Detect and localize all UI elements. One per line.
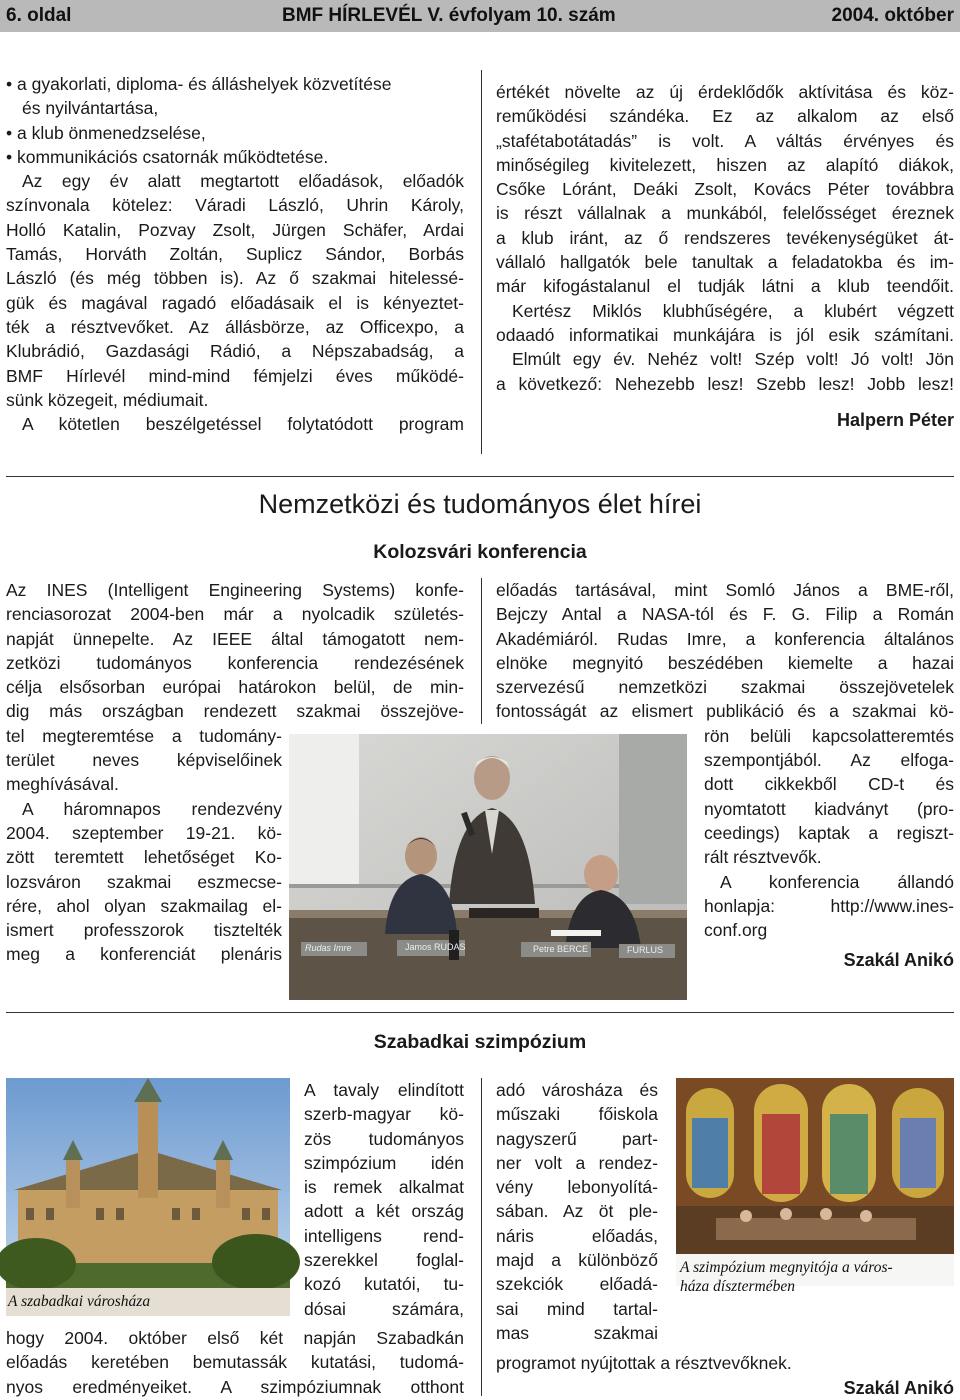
text-line: előadás keretében bemutassák kutatási, tudomá- <box>6 1352 464 1373</box>
text-line: zetközi tudományos konferencia rendezésének <box>6 652 464 673</box>
text-line: Bejczy Antal a NASA-tól és F. G. Filip a Román <box>496 604 954 625</box>
text-line: dósai számára, <box>304 1298 464 1319</box>
text-line: elnöke megnyitó beszédében kiemelte a hazai <box>496 652 954 673</box>
text-line: előadás tartásával, mint Somló János a BME-ről, <box>496 580 954 600</box>
column-divider <box>481 1078 482 1396</box>
text-line: adó városháza és <box>496 1080 658 1100</box>
text-line: értékét növelte az új érdeklődők aktívitása és köz- <box>496 82 954 102</box>
text-line: már kifogástalanul el tudják látni a klub teendőit. <box>496 276 954 297</box>
text-line: renciasorozat 2004-ben már a nyolcadik születés- <box>6 604 464 625</box>
section-title: Nemzetközi és tudományos élet hírei <box>258 489 702 519</box>
conference-photo <box>289 734 687 1000</box>
text-line: A konferencia állandó <box>720 871 954 892</box>
text-line: odaadó informatikai munkájára is jól esik számítani. <box>496 324 954 345</box>
text-line: műszaki főiskola <box>496 1104 658 1125</box>
text-line: ismert professzorok tisztelték <box>6 920 282 941</box>
text-line: sai mind tartal- <box>496 1298 658 1319</box>
szabadka-last-line <box>496 1351 954 1375</box>
text-line: rált résztvevők. <box>704 847 822 868</box>
text-line: Csőke Lóránt, Deáki Zsolt, Kovács Péter továbbra <box>496 179 954 200</box>
bullet-line: és nyilvántartása, <box>22 98 159 119</box>
top-left-column <box>6 72 464 436</box>
text-line: adott a két ország <box>304 1201 464 1222</box>
text-line: a következő: Nehezebb lesz! Szebb lesz! Jobb lesz! <box>496 373 954 394</box>
text-line: meghívásával. <box>6 774 119 795</box>
text-line: is remek alkalmat <box>304 1177 464 1198</box>
text-line: Az INES (Intelligent Engineering Systems) konfe- <box>6 580 464 600</box>
issue-date: 2004. október <box>831 5 954 26</box>
text-line: vállaló hallgatók bele tanultak a feladatokba és im- <box>496 252 954 273</box>
text-line: Kertész Miklós klubhűségére, a klubért végzett <box>512 300 954 321</box>
text-line: nyos eredményeiket. A szimpóziumnak otthont <box>6 1376 464 1397</box>
photo-caption: A szabadkai városháza <box>8 1293 151 1310</box>
nameplate-label: Petre BERCE <box>533 944 589 954</box>
text-line: A háromnapos rendezvény <box>22 798 282 819</box>
szabadka-middle-column <box>304 1078 464 1321</box>
text-line: Holló Katalin, Pozvay Zsolt, Jürgen Schäfer, Ardai <box>6 219 464 240</box>
text-line: „stafétabotátadás” is volt. A váltás érvényes és <box>496 130 954 151</box>
text-line: fontosságát az elismert publikáció és a szakmai kö- <box>496 701 954 722</box>
text-line: dig más országban rendezett szakmai összejöve- <box>6 701 464 722</box>
bullet-line: • a gyakorlati, diploma- és álláshelyek közvetítése <box>6 74 392 94</box>
article-title-kolozsvar: Kolozsvári konferencia <box>373 541 587 563</box>
text-line: Akadémiáról. Rudas Imre, a konferencia általános <box>496 628 954 649</box>
text-line: ceedings) kaptak a regiszt- <box>704 822 954 843</box>
text-line: A kötetlen beszélgetéssel folytatódott program <box>22 414 464 435</box>
text-line: hogy 2004. október első két napján Szabadkán <box>6 1328 464 1348</box>
text-line: vény lebonyolítá- <box>496 1177 658 1198</box>
text-line: ték a résztvevőket. Az állásbörze, az Officexpo, a <box>6 316 464 337</box>
text-line: meg a konferenciát plenáris <box>6 944 282 965</box>
text-line: célja elsősorban európai határokon belül, de min- <box>6 677 464 698</box>
text-line: Klubrádió, Gazdasági Rádió, a Népszabadság, a <box>6 341 464 362</box>
text-line: zös tudományos <box>304 1128 464 1149</box>
text-line: szerekkel foglal- <box>304 1250 464 1271</box>
column-divider <box>481 70 482 454</box>
text-line: szimpózium idén <box>304 1152 464 1173</box>
text-line: intelligens rend- <box>304 1225 464 1246</box>
bullet-item: • a klub önmenedzselése, <box>6 122 206 143</box>
page-number: 6. oldal <box>6 5 72 26</box>
author-signature: Halpern Péter <box>836 409 954 430</box>
text-line: conf.org <box>704 920 768 941</box>
text-line: zött teremtett lehetőséget Ko- <box>6 847 282 868</box>
nameplate-label: Rudas Imre <box>305 943 352 953</box>
text-line: ner volt a rendez- <box>496 1152 658 1173</box>
nameplate-label: FURLUS <box>627 945 664 955</box>
text-line: reműködési szándéka. Ez az alkalom az első <box>496 106 954 127</box>
newsletter-title: BMF HÍRLEVÉL V. évfolyam 10. szám <box>282 5 616 26</box>
page-header <box>0 0 960 32</box>
bullet-item <box>6 72 464 121</box>
text-line: sünk közegeit, médiumait. <box>6 389 209 410</box>
town-hall-photo <box>6 1078 290 1316</box>
text-line: a klub iránt, az ő rendszeres tevékenységüket át- <box>496 227 954 248</box>
text-line: minőségileg kivitelezett, hiszen az alapító diákok, <box>496 154 954 175</box>
article-title-szabadka: Szabadkai szimpózium <box>373 1031 587 1053</box>
text-line: László (és még többen is). Az ő szakmai hitelessé- <box>6 268 464 289</box>
ceremonial-hall-photo <box>676 1078 954 1295</box>
conference-photo-drawing <box>289 734 687 1000</box>
text-line: Tamás, Horváth Zoltán, Suplicz Sándor, Borbás <box>6 244 464 265</box>
text-line: tel megteremtése a tudomány- <box>6 725 282 746</box>
author-signature: Szakál Anikó <box>843 950 954 971</box>
text-line: náris előadás, <box>496 1225 658 1246</box>
text-line: rön belüli kapcsolatteremtés <box>704 725 954 746</box>
text-line: szervezésű nemzetközi szakmai összejövetelek <box>496 677 954 698</box>
town-hall-drawing <box>6 1078 290 1316</box>
text-line: színvonala kötelez: Váradi László, Uhrin Károly, <box>6 195 464 216</box>
ceremonial-hall-drawing <box>676 1078 954 1286</box>
text-line: lozsváron szakmai eszmecse- <box>6 871 282 892</box>
text-line: kozó kutatói, tu- <box>304 1274 464 1295</box>
text-line: 2004. szeptember 19-21. kö- <box>6 822 282 843</box>
text-line: A tavaly elindított <box>304 1080 464 1100</box>
text-line: gük és magával ragadó előadásaik el is kényeztet- <box>6 292 464 313</box>
text-line: napját ünnepelte. Az IEEE által támogatott nem- <box>6 628 464 649</box>
text-line: nagyszerű part- <box>496 1128 658 1149</box>
text-line: szekciók előadá- <box>496 1274 658 1295</box>
column-divider <box>481 578 482 724</box>
text-line: BMF Hírlevél mind-mind fémjelzi éves működé- <box>6 365 464 386</box>
photo-caption: A szimpózium megnyitója a város- <box>680 1259 893 1276</box>
text-line: nyomtatott kiadványt (pro- <box>704 798 954 819</box>
text-line: programot nyújtottak a résztvevőknek. <box>496 1353 792 1373</box>
text-line: terület neves képviselőinek <box>6 750 282 771</box>
text-line: szerb-magyar kö- <box>304 1104 464 1125</box>
text-line: rére, ahol olyan szakmailag el- <box>6 895 282 916</box>
text-line: szempontjából. Az elfoga- <box>704 750 954 771</box>
text-line: majd a különböző <box>496 1250 658 1271</box>
text-line: Az egy év alatt megtartott előadások, előadók <box>22 171 464 192</box>
text-line: mas szakmai <box>496 1322 658 1343</box>
szabadka-signature-wrap <box>496 1376 954 1400</box>
text-line: is részt vállalnak a munkából, felelősséget éreznek <box>496 203 954 224</box>
szabadka-bottom-text <box>6 1326 464 1399</box>
nameplate-label: Jamos RUDAS <box>405 942 466 952</box>
top-right-column <box>496 80 954 432</box>
szabadka-right-column <box>496 1078 658 1345</box>
section-rule <box>6 1012 954 1013</box>
text-line: sában. Az öt ple- <box>496 1201 658 1222</box>
photo-caption: háza dísztermében <box>680 1278 795 1295</box>
section-rule <box>6 476 954 477</box>
text-line: Elmúlt egy év. Nehéz volt! Szép volt! Jó volt! Jön <box>512 349 954 370</box>
text-line: dott cikkekből CD-t és <box>704 774 954 795</box>
text-line: honlapja: http://www.ines- <box>704 895 954 916</box>
bullet-item: • kommunikációs csatornák működtetése. <box>6 146 329 167</box>
author-signature: Szakál Anikó <box>843 1378 954 1398</box>
